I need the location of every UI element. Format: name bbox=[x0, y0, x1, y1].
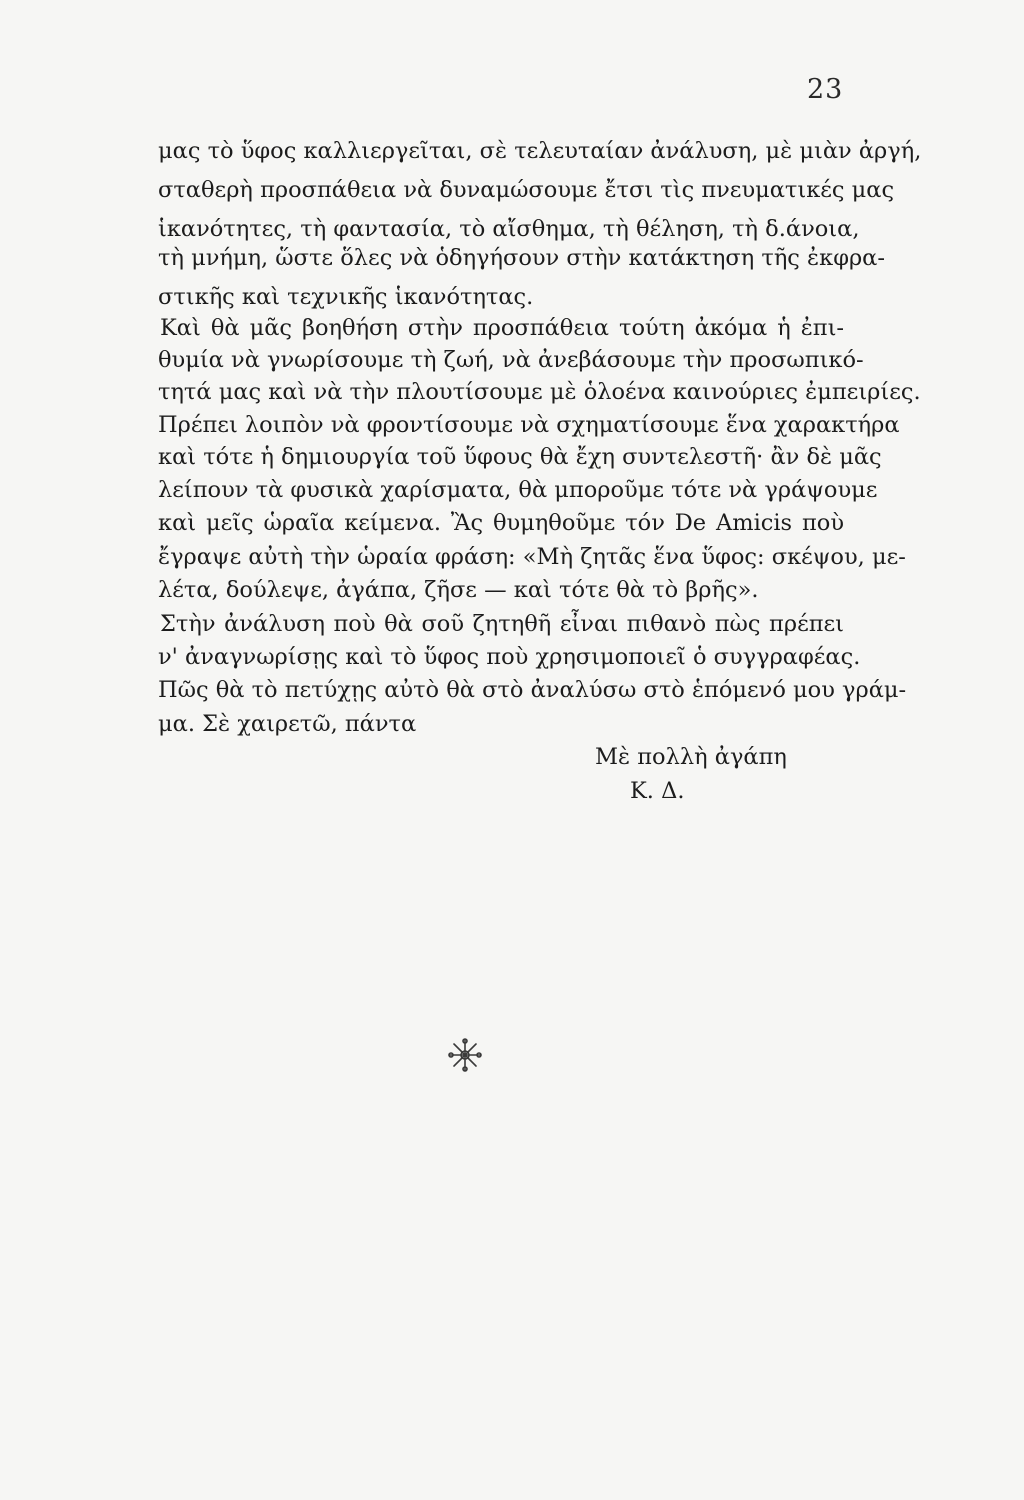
text-line-10: καὶ τότε ἡ δημιουργία τοῦ ὕφους θὰ ἔχη συντελεστῆ· ἂν δὲ μᾶς bbox=[158, 444, 882, 470]
text-line-16: ν' ἀναγνωρίσῃς καὶ τὸ ὕφος ποὺ χρησιμοποιεῖ ὁ συγγραφέας. bbox=[158, 644, 861, 670]
floral-asterisk-icon bbox=[445, 1035, 485, 1075]
text-line-7: θυμία νὰ γνωρίσουμε τὴ ζωή, νὰ ἀνεβάσουμε τὴν προσωπικό- bbox=[158, 347, 864, 373]
page-number: 23 bbox=[807, 74, 844, 105]
text-line-4: τὴ μνήμη, ὥστε ὅλες νὰ ὁδηγήσουν στὴν κατάκτηση τῆς ἐκφρα- bbox=[158, 245, 885, 271]
text-line-9: Πρέπει λοιπὸν νὰ φροντίσουμε νὰ σχηματίσουμε ἕνα χαρακτήρα bbox=[158, 412, 900, 438]
text-line-6: Καὶ θὰ μᾶς βοηθήση στὴν προσπάθεια τούτη ἀκόμα ἡ ἐπι- bbox=[160, 315, 844, 341]
text-line-12: καὶ μεῖς ὡραῖα κείμενα. Ἂς θυμηθοῦμε τόν De Amicis ποὺ bbox=[158, 510, 844, 536]
text-line-11: λείπουν τὰ φυσικὰ χαρίσματα, θὰ μποροῦμε τότε νὰ γράψουμε bbox=[158, 477, 878, 503]
text-line-8: τητά μας καὶ νὰ τὴν πλουτίσουμε μὲ ὁλοένα καινούριες ἐμπειρίες. bbox=[158, 379, 921, 405]
text-line-2: σταθερὴ προσπάθεια νὰ δυναμώσουμε ἔτσι τὶς πνευματικές μας bbox=[158, 177, 895, 203]
text-line-5: στικῆς καὶ τεχνικῆς ἱκανότητας. bbox=[158, 284, 534, 310]
text-line-13: ἔγραψε αὐτὴ τὴν ὡραία φράση: «Μὴ ζητᾶς ἕνα ὕφος: σκέψου, με- bbox=[158, 544, 906, 570]
closing-line: Μὲ πολλὴ ἀγάπη bbox=[595, 744, 787, 770]
text-line-1: μας τὸ ὕφος καλλιεργεῖται, σὲ τελευταίαν ἀνάλυση, μὲ μιὰν ἀργή, bbox=[158, 138, 922, 164]
text-line-3: ἱκανότητες, τὴ φαντασία, τὸ αἴσθημα, τὴ θέληση, τὴ δ.άνοια, bbox=[158, 216, 860, 242]
text-line-14: λέτα, δούλεψε, ἀγάπα, ζῆσε — καὶ τότε θὰ τὸ βρῆς». bbox=[158, 577, 759, 603]
text-line-15: Στὴν ἀνάλυση ποὺ θὰ σοῦ ζητηθῆ εἶναι πιθανὸ πὼς πρέπει bbox=[160, 611, 844, 637]
signature: Κ. Δ. bbox=[630, 778, 685, 804]
text-line-18: μα. Σὲ χαιρετῶ, πάντα bbox=[158, 711, 417, 737]
text-line-17: Πῶς θὰ τὸ πετύχῃς αὐτὸ θὰ στὸ ἀναλύσω στὸ ἑπόμενό μου γράμ- bbox=[158, 677, 907, 703]
